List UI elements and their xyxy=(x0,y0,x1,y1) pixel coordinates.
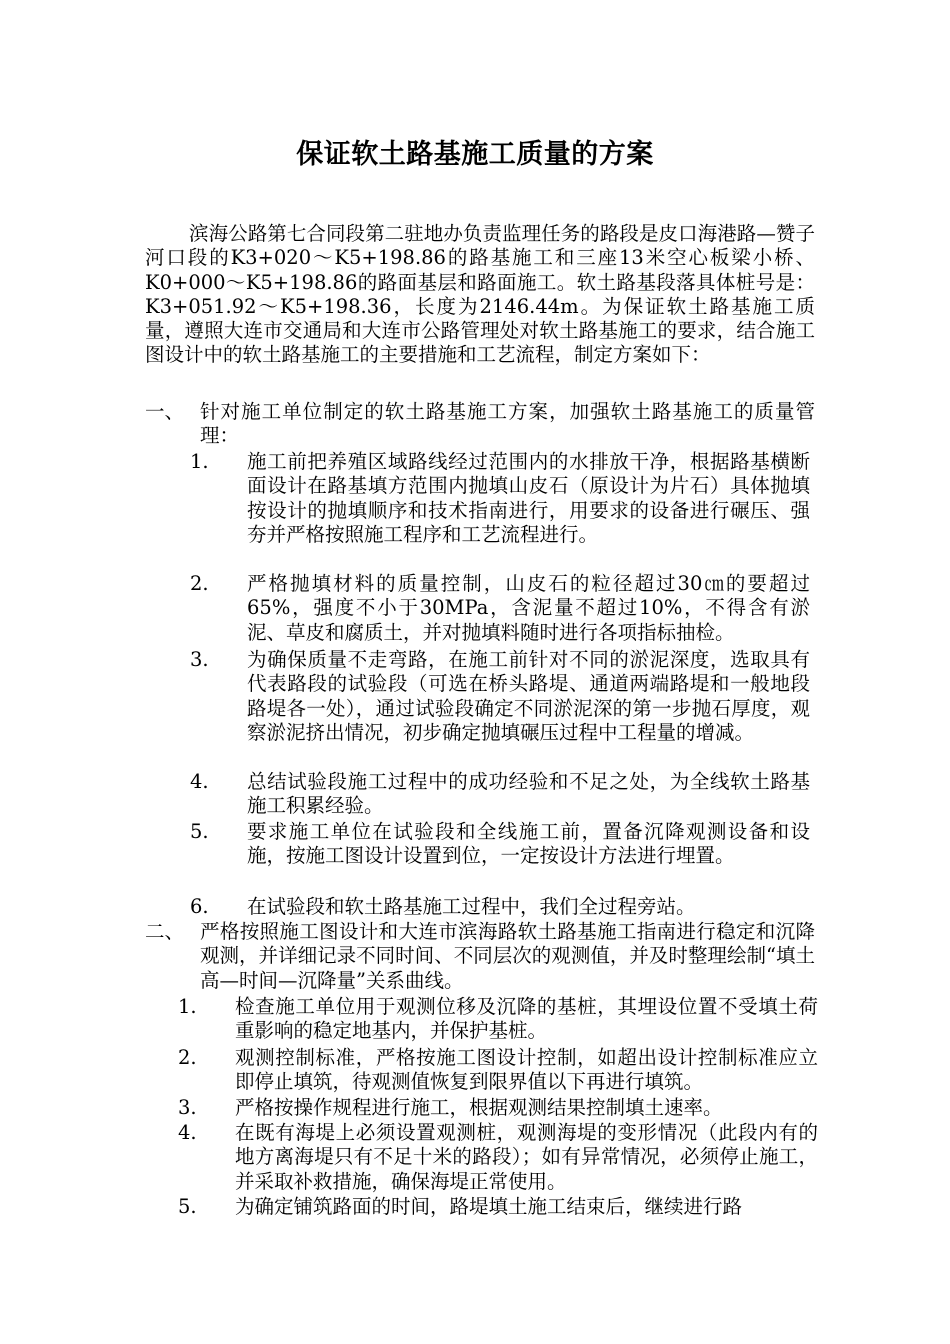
item-number: 6. xyxy=(190,895,209,918)
item-text: 为确定铺筑路面的时间，路堤填土施工结束后，继续进行路 xyxy=(235,1195,743,1218)
list-item xyxy=(190,770,810,819)
item-number: 3. xyxy=(178,1096,197,1119)
item-text: 在既有海堤上必须设置观测桩，观测海堤的变形情况（此段内有的地方离海堤只有不足十米的路段）；如有异常情况，必须停止施工，并采取补救措施，确保海堤正常使用。 xyxy=(235,1121,818,1193)
list-item xyxy=(178,1195,818,1219)
list-item xyxy=(190,572,810,645)
section-heading: 针对施工单位制定的软土路基施工方案，加强软土路基施工的质量管理： xyxy=(200,400,815,448)
section-1 xyxy=(145,400,815,449)
list-item xyxy=(178,1121,818,1194)
item-text: 为确保质量不走弯路，在施工前针对不同的淤泥深度，选取具有代表路段的试验段（可选在桥头路堤、通道两端路堤和一般地段路堤各一处），通过试验段确定不同淤泥深的第一步抛石厚度，观察淤泥挤出情况，初步确定抛填碾压过程中工程量的增减。 xyxy=(247,648,810,744)
list-item xyxy=(190,648,810,745)
item-text: 观测控制标准，严格按施工图设计控制，如超出设计控制标准应立即停止填筑，待观测值恢复到限界值以下再进行填筑。 xyxy=(235,1046,818,1094)
item-number: 5. xyxy=(178,1195,197,1218)
item-number: 5. xyxy=(190,820,209,843)
item-number: 1. xyxy=(178,995,197,1018)
list-item xyxy=(190,820,810,869)
item-text: 要求施工单位在试验段和全线施工前，置备沉降观测设备和设施，按施工图设计设置到位，一定按设计方法进行埋置。 xyxy=(247,820,810,868)
list-item xyxy=(178,1096,818,1120)
section-number: 二、 xyxy=(145,920,185,943)
document-title: 保证软土路基施工质量的方案 xyxy=(296,139,654,170)
item-text: 严格抛填材料的质量控制，山皮石的粒径超过30㎝的要超过65%，强度不小于30MPa，含泥量不超过10%，不得含有淤泥、草皮和腐质土，并对抛填料随时进行各项指标抽检。 xyxy=(247,572,810,644)
section-heading: 严格按照施工图设计和大连市滨海路软土路基施工指南进行稳定和沉降观测，并详细记录不同时间、不同层次的观测值，并及时整理绘制“填土高—时间—沉降量”关系曲线。 xyxy=(200,920,815,992)
item-text: 总结试验段施工过程中的成功经验和不足之处，为全线软土路基施工积累经验。 xyxy=(247,770,810,818)
section-2 xyxy=(145,920,815,993)
item-number: 1. xyxy=(190,450,209,473)
item-number: 2. xyxy=(178,1046,197,1069)
list-item xyxy=(190,450,810,547)
item-number: 4. xyxy=(190,770,209,793)
item-text: 检查施工单位用于观测位移及沉降的基桩，其埋设位置不受填土荷重影响的稳定地基内，并保护基桩。 xyxy=(235,995,818,1043)
item-number: 3. xyxy=(190,648,209,671)
item-number: 2. xyxy=(190,572,209,595)
item-text: 严格按操作规程进行施工，根据观测结果控制填土速率。 xyxy=(235,1096,723,1119)
list-item xyxy=(178,1046,818,1095)
item-text: 在试验段和软土路基施工过程中，我们全过程旁站。 xyxy=(247,895,696,918)
list-item xyxy=(190,895,810,919)
item-text: 施工前把养殖区域路线经过范围内的水排放干净，根据路基横断面设计在路基填方范围内抛填山皮石（原设计为片石）具体抛填按设计的抛填顺序和技术指南进行，用要求的设备进行碾压、强夯并严格按照施工程序和工艺流程进行。 xyxy=(247,450,810,546)
item-number: 4. xyxy=(178,1121,197,1144)
intro-paragraph: 滨海公路第七合同段第二驻地办负责监理任务的路段是皮口海港路—赞子河口段的K3+020～K5+198.86的路基施工和三座13米空心板梁小桥、K0+000～K5+198.86的路面基层和路面施工。软土路基段落具体桩号是：K3+051.92～K5+198.36，长度为2146.44m。为保证软土路基施工质量，遵照大连市交通局和大连市公路管理处对软土路基施工的要求，结合施工图设计中的软土路基施工的主要措施和工艺流程，制定方案如下： xyxy=(145,222,815,367)
section-number: 一、 xyxy=(145,400,185,423)
list-item xyxy=(178,995,818,1044)
